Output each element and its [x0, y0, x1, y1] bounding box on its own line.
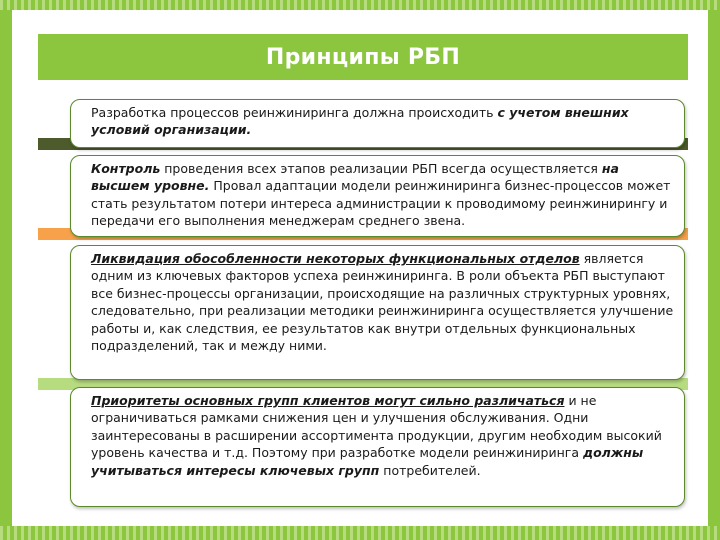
slide-title-text: Принципы РБП	[265, 44, 461, 70]
box4-text-1: и не ограничиваться рамками снижения цен и улучшения обслуживания. Одни заинтересованы в расширении ассортимента продукции, другим необходим высокий уровень качества и т.д. Поэтому при разработке модели реинжиниринга	[91, 393, 662, 461]
box4-emphasis-1: Приоритеты основных групп клиентов могут сильно различаться	[91, 393, 565, 408]
box2-text-2: Провал адаптации модели реинжиниринга бизнес-процессов может стать результатом потери интереса администрации к проводимому реинжинирингу и передачи его выполнения менеджерам среднего звена.	[91, 178, 671, 229]
box1-emphasis: с учетом внешних условий организации.	[91, 105, 629, 138]
box2-text-1: проведения всех этапов реализации РБП всегда осуществляется	[160, 161, 602, 176]
box1-text: Разработка процессов реинжиниринга должна происходить	[91, 105, 498, 120]
bottom-border-pattern	[0, 526, 720, 540]
principle-box-2	[70, 155, 685, 237]
principle-box-1	[70, 99, 685, 148]
top-border-pattern	[0, 0, 720, 10]
slide-title	[38, 34, 688, 80]
box3-text: является одним из ключевых факторов успеха реинжиниринга. В роли объекта РБП выступают все бизнес-процессы организации, происходящие на различных структурных уровнях, следовательно, при реализации методики реинжиниринга осуществляется улучшение работы и, как следствия, ее результатов как внутри отдельных функциональных подразделений, так и между ними.	[91, 251, 674, 354]
principle-box-3	[70, 245, 685, 380]
box4-text-2: потребителей.	[379, 462, 481, 478]
box2-emphasis-2: на высшем уровне.	[91, 161, 619, 194]
box3-emphasis: Ликвидация обособленности некоторых функциональных отделов	[91, 251, 580, 266]
box4-emphasis-2: должны учитываться интересы ключевых групп	[91, 445, 644, 478]
box2-emphasis-1: Контроль	[91, 161, 161, 176]
principle-box-4	[70, 387, 685, 507]
